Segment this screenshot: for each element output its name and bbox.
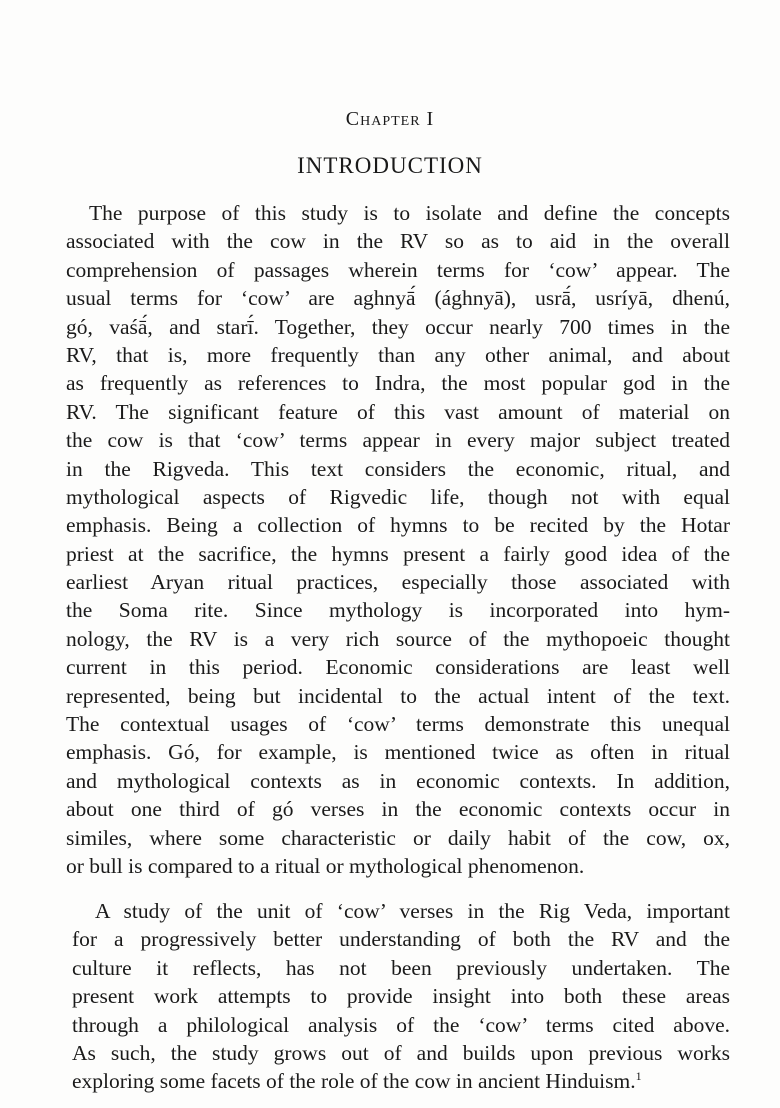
text-line: for a progressively better understanding of both the RV and the bbox=[72, 927, 730, 952]
paragraph-1 bbox=[66, 199, 730, 880]
text-line: the cow is that ‘cow’ terms appear in every major subject treated bbox=[66, 428, 730, 453]
text-line: RV. The significant feature of this vast amount of material on bbox=[66, 399, 730, 424]
chapter-title: INTRODUCTION bbox=[297, 153, 483, 178]
text-line: associated with the cow in the RV so as to aid in the overall bbox=[66, 229, 730, 254]
text-line: earliest Aryan ritual practices, especially those associated with bbox=[66, 570, 730, 595]
chapter-label: Chapter I bbox=[345, 108, 435, 130]
text-line: priest at the sacrifice, the hymns present a fairly good idea of the bbox=[66, 541, 730, 566]
text-line bbox=[72, 1067, 730, 1095]
text-line: represented, being but incidental to the actual intent of the text. bbox=[66, 683, 730, 708]
text-line: current in this period. Economic considerations are least well bbox=[66, 655, 730, 680]
text-line: emphasis. Being a collection of hymns to be recited by the Hotar bbox=[66, 513, 730, 538]
text-line: The contextual usages of ‘cow’ terms demonstrate this unequal bbox=[66, 712, 730, 737]
text-line: in the Rigveda. This text considers the economic, ritual, and bbox=[66, 456, 730, 481]
text-line: about one third of gó verses in the economic contexts occur in bbox=[66, 797, 730, 822]
text-line: usual terms for ‘cow’ are aghnyā́ (ághnyā), usrā́, usríyā, dhenú, bbox=[66, 286, 730, 311]
text-line: gó, vaśā́, and starī́. Together, they occur nearly 700 times in the bbox=[66, 314, 730, 339]
text-line: and mythological contexts as in economic contexts. In addition, bbox=[66, 768, 730, 793]
text-line: present work attempts to provide insight into both these areas bbox=[72, 984, 730, 1009]
text-line: mythological aspects of Rigvedic life, though not with equal bbox=[66, 484, 730, 509]
text-line: A study of the unit of ‘cow’ verses in the Rig Veda, important bbox=[95, 899, 730, 923]
text-line: through a philological analysis of the ‘cow’ terms cited above. bbox=[72, 1012, 730, 1037]
text-line: the Soma rite. Since mythology is incorporated into hym- bbox=[66, 598, 730, 623]
text-line: comprehension of passages wherein terms for ‘cow’ appear. The bbox=[66, 257, 730, 282]
text-line: The purpose of this study is to isolate and define the concepts bbox=[89, 201, 730, 225]
text-line-content: exploring some facets of the role of the cow in ancient Hinduism. bbox=[72, 1069, 636, 1094]
text-line: nology, the RV is a very rich source of the mythopoeic thought bbox=[66, 626, 730, 651]
text-line: As such, the study grows out of and builds upon previous works bbox=[72, 1040, 730, 1065]
text-line: or bull is compared to a ritual or mythological phenomenon. bbox=[66, 853, 585, 878]
text-line: emphasis. Gó, for example, is mentioned twice as often in ritual bbox=[66, 740, 730, 765]
footnote-marker[interactable]: 1 bbox=[635, 1069, 642, 1084]
paragraph-2 bbox=[72, 897, 730, 1096]
text-line: similes, where some characteristic or daily habit of the cow, ox, bbox=[66, 825, 730, 850]
text-line: culture it reflects, has not been previously undertaken. The bbox=[72, 955, 730, 980]
text-line: as frequently as references to Indra, the most popular god in the bbox=[66, 371, 730, 396]
text-line: RV, that is, more frequently than any other animal, and about bbox=[66, 342, 730, 367]
